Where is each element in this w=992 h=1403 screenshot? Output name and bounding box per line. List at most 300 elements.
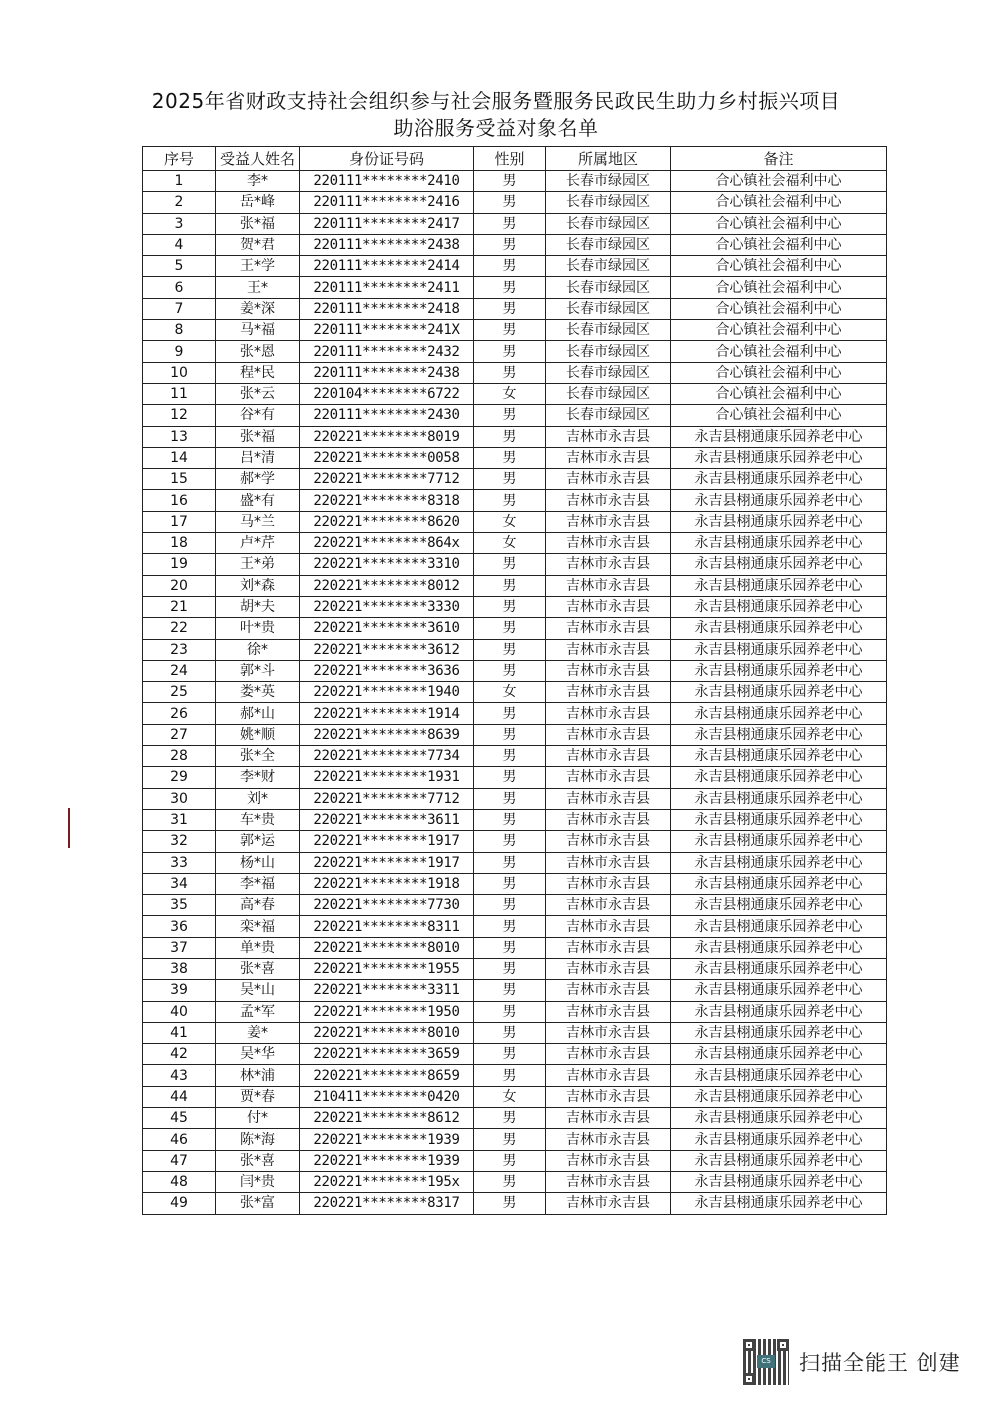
table-body xyxy=(143,171,887,1215)
cell-id-number: 220221********7730 xyxy=(300,895,474,916)
cell-note: 永吉县栩通康乐园养老中心 xyxy=(671,724,887,745)
cell-name: 姜*深 xyxy=(216,298,300,319)
table-row xyxy=(143,490,887,511)
cell-serial-no: 9 xyxy=(143,341,216,362)
cell-gender: 男 xyxy=(474,213,546,234)
cell-note: 永吉县栩通康乐园养老中心 xyxy=(671,426,887,447)
cell-id-number: 220221********1939 xyxy=(300,1129,474,1150)
cell-serial-no: 7 xyxy=(143,298,216,319)
cell-name: 姚*顺 xyxy=(216,724,300,745)
cell-note: 永吉县栩通康乐园养老中心 xyxy=(671,511,887,532)
table-row xyxy=(143,703,887,724)
cell-region: 吉林市永吉县 xyxy=(546,1129,671,1150)
cell-name: 付* xyxy=(216,1108,300,1129)
cell-note: 永吉县栩通康乐园养老中心 xyxy=(671,1129,887,1150)
table-row xyxy=(143,447,887,468)
cell-name: 张*恩 xyxy=(216,341,300,362)
cell-note: 合心镇社会福利中心 xyxy=(671,362,887,383)
cell-gender: 男 xyxy=(474,703,546,724)
table-row xyxy=(143,171,887,192)
cell-region: 长春市绿园区 xyxy=(546,234,671,255)
table-row xyxy=(143,1001,887,1022)
cell-gender: 男 xyxy=(474,895,546,916)
cell-id-number: 220221********3610 xyxy=(300,618,474,639)
cell-id-number: 210411********0420 xyxy=(300,1086,474,1107)
table-row xyxy=(143,1171,887,1192)
cell-note: 永吉县栩通康乐园养老中心 xyxy=(671,1065,887,1086)
cell-name: 叶*贵 xyxy=(216,618,300,639)
cell-name: 陈*海 xyxy=(216,1129,300,1150)
cell-gender: 男 xyxy=(474,341,546,362)
cell-name: 高*春 xyxy=(216,895,300,916)
cell-serial-no: 33 xyxy=(143,852,216,873)
cell-region: 长春市绿园区 xyxy=(546,171,671,192)
cell-region: 吉林市永吉县 xyxy=(546,1193,671,1214)
cell-region: 吉林市永吉县 xyxy=(546,618,671,639)
table-row xyxy=(143,596,887,617)
cell-name: 贺*君 xyxy=(216,234,300,255)
beneficiary-table xyxy=(142,146,887,1215)
cell-note: 永吉县栩通康乐园养老中心 xyxy=(671,682,887,703)
cell-name: 张*福 xyxy=(216,213,300,234)
cell-note: 永吉县栩通康乐园养老中心 xyxy=(671,1108,887,1129)
cell-serial-no: 8 xyxy=(143,320,216,341)
cell-serial-no: 45 xyxy=(143,1108,216,1129)
table-row xyxy=(143,405,887,426)
cell-region: 长春市绿园区 xyxy=(546,192,671,213)
cell-gender: 男 xyxy=(474,469,546,490)
cell-serial-no: 17 xyxy=(143,511,216,532)
cell-gender: 男 xyxy=(474,1065,546,1086)
margin-pen-mark xyxy=(68,808,70,848)
cell-id-number: 220104********6722 xyxy=(300,383,474,404)
cell-gender: 女 xyxy=(474,511,546,532)
cell-name: 张*富 xyxy=(216,1193,300,1214)
cell-name: 栾*福 xyxy=(216,916,300,937)
cell-serial-no: 12 xyxy=(143,405,216,426)
cell-region: 吉林市永吉县 xyxy=(546,703,671,724)
cell-serial-no: 21 xyxy=(143,596,216,617)
cell-name: 张*福 xyxy=(216,426,300,447)
cell-name: 娄*英 xyxy=(216,682,300,703)
cell-serial-no: 27 xyxy=(143,724,216,745)
cell-id-number: 220111********2411 xyxy=(300,277,474,298)
table-row xyxy=(143,639,887,660)
table-row xyxy=(143,511,887,532)
cell-note: 永吉县栩通康乐园养老中心 xyxy=(671,447,887,468)
cell-id-number: 220221********8612 xyxy=(300,1108,474,1129)
cell-name: 郝*山 xyxy=(216,703,300,724)
table-row xyxy=(143,788,887,809)
cell-id-number: 220221********0058 xyxy=(300,447,474,468)
table-row xyxy=(143,937,887,958)
cell-id-number: 220221********8012 xyxy=(300,575,474,596)
cell-note: 永吉县栩通康乐园养老中心 xyxy=(671,852,887,873)
table-row xyxy=(143,192,887,213)
cell-id-number: 220221********8639 xyxy=(300,724,474,745)
cell-region: 吉林市永吉县 xyxy=(546,980,671,1001)
cell-serial-no: 1 xyxy=(143,171,216,192)
document-title-line1: 2025年省财政支持社会组织参与社会服务暨服务民政民生助力乡村振兴项目 xyxy=(151,89,841,113)
cell-region: 长春市绿园区 xyxy=(546,405,671,426)
header-note: 备注 xyxy=(671,147,887,171)
cell-serial-no: 11 xyxy=(143,383,216,404)
cell-gender: 男 xyxy=(474,362,546,383)
cell-gender: 男 xyxy=(474,277,546,298)
table-row xyxy=(143,1150,887,1171)
table-header-row xyxy=(143,147,887,171)
table-row xyxy=(143,1022,887,1043)
cell-serial-no: 6 xyxy=(143,277,216,298)
table-row xyxy=(143,320,887,341)
cell-serial-no: 34 xyxy=(143,873,216,894)
cell-gender: 男 xyxy=(474,1044,546,1065)
cell-id-number: 220111********2414 xyxy=(300,256,474,277)
table-row xyxy=(143,533,887,554)
cell-id-number: 220221********8620 xyxy=(300,511,474,532)
cell-gender: 男 xyxy=(474,426,546,447)
cell-name: 林*浦 xyxy=(216,1065,300,1086)
cell-region: 吉林市永吉县 xyxy=(546,916,671,937)
cell-serial-no: 28 xyxy=(143,746,216,767)
cell-name: 马*兰 xyxy=(216,511,300,532)
cell-name: 盛*有 xyxy=(216,490,300,511)
cell-id-number: 220111********2432 xyxy=(300,341,474,362)
cell-name: 闫*贵 xyxy=(216,1171,300,1192)
cell-name: 杨*山 xyxy=(216,852,300,873)
cell-note: 永吉县栩通康乐园养老中心 xyxy=(671,533,887,554)
cell-region: 吉林市永吉县 xyxy=(546,1171,671,1192)
cell-serial-no: 13 xyxy=(143,426,216,447)
table-row xyxy=(143,234,887,255)
cell-name: 郭*运 xyxy=(216,831,300,852)
cell-gender: 女 xyxy=(474,383,546,404)
header-region: 所属地区 xyxy=(546,147,671,171)
cell-name: 王*弟 xyxy=(216,554,300,575)
cell-id-number: 220221********1931 xyxy=(300,767,474,788)
table-row xyxy=(143,831,887,852)
cell-name: 吴*华 xyxy=(216,1044,300,1065)
cell-serial-no: 43 xyxy=(143,1065,216,1086)
cell-id-number: 220111********2417 xyxy=(300,213,474,234)
cell-serial-no: 26 xyxy=(143,703,216,724)
cell-gender: 男 xyxy=(474,405,546,426)
cell-serial-no: 49 xyxy=(143,1193,216,1214)
cell-name: 郝*学 xyxy=(216,469,300,490)
cell-region: 吉林市永吉县 xyxy=(546,873,671,894)
cell-note: 永吉县栩通康乐园养老中心 xyxy=(671,1001,887,1022)
cell-serial-no: 19 xyxy=(143,554,216,575)
table-row xyxy=(143,980,887,1001)
cell-region: 吉林市永吉县 xyxy=(546,809,671,830)
table-row xyxy=(143,895,887,916)
cell-name: 张*喜 xyxy=(216,958,300,979)
cell-gender: 男 xyxy=(474,639,546,660)
table-row xyxy=(143,852,887,873)
cell-region: 吉林市永吉县 xyxy=(546,1001,671,1022)
cell-id-number: 220221********1950 xyxy=(300,1001,474,1022)
cell-gender: 男 xyxy=(474,746,546,767)
cell-gender: 男 xyxy=(474,831,546,852)
cell-note: 合心镇社会福利中心 xyxy=(671,277,887,298)
cell-serial-no: 20 xyxy=(143,575,216,596)
table-row xyxy=(143,916,887,937)
cell-gender: 女 xyxy=(474,682,546,703)
cell-note: 永吉县栩通康乐园养老中心 xyxy=(671,937,887,958)
table-row xyxy=(143,724,887,745)
cell-id-number: 220221********8318 xyxy=(300,490,474,511)
cell-note: 永吉县栩通康乐园养老中心 xyxy=(671,596,887,617)
cell-gender: 男 xyxy=(474,767,546,788)
cell-serial-no: 25 xyxy=(143,682,216,703)
cell-note: 永吉县栩通康乐园养老中心 xyxy=(671,916,887,937)
cell-id-number: 220221********8019 xyxy=(300,426,474,447)
cell-serial-no: 5 xyxy=(143,256,216,277)
cell-serial-no: 42 xyxy=(143,1044,216,1065)
table-row xyxy=(143,660,887,681)
cell-gender: 男 xyxy=(474,192,546,213)
cell-gender: 男 xyxy=(474,724,546,745)
cell-note: 永吉县栩通康乐园养老中心 xyxy=(671,660,887,681)
cell-name: 姜* xyxy=(216,1022,300,1043)
cell-id-number: 220221********1940 xyxy=(300,682,474,703)
cell-gender: 男 xyxy=(474,596,546,617)
cell-id-number: 220221********1914 xyxy=(300,703,474,724)
cell-region: 吉林市永吉县 xyxy=(546,1065,671,1086)
cell-gender: 男 xyxy=(474,660,546,681)
cell-id-number: 220111********241X xyxy=(300,320,474,341)
cell-gender: 男 xyxy=(474,1193,546,1214)
cell-gender: 男 xyxy=(474,1171,546,1192)
cell-gender: 男 xyxy=(474,916,546,937)
cell-serial-no: 23 xyxy=(143,639,216,660)
cell-name: 孟*军 xyxy=(216,1001,300,1022)
cell-gender: 女 xyxy=(474,1086,546,1107)
cell-serial-no: 35 xyxy=(143,895,216,916)
table-row xyxy=(143,1193,887,1214)
table-row xyxy=(143,298,887,319)
cell-id-number: 220221********1917 xyxy=(300,831,474,852)
cell-gender: 男 xyxy=(474,873,546,894)
cell-note: 永吉县栩通康乐园养老中心 xyxy=(671,469,887,490)
table-row xyxy=(143,746,887,767)
cell-gender: 男 xyxy=(474,447,546,468)
cell-name: 谷*有 xyxy=(216,405,300,426)
cell-region: 吉林市永吉县 xyxy=(546,1086,671,1107)
cell-gender: 男 xyxy=(474,852,546,873)
cell-gender: 男 xyxy=(474,1150,546,1171)
cell-region: 长春市绿园区 xyxy=(546,320,671,341)
cell-name: 张*全 xyxy=(216,746,300,767)
cell-name: 张*云 xyxy=(216,383,300,404)
header-serial-no: 序号 xyxy=(143,147,216,171)
table-row xyxy=(143,383,887,404)
cell-note: 永吉县栩通康乐园养老中心 xyxy=(671,575,887,596)
cell-name: 徐* xyxy=(216,639,300,660)
cell-id-number: 220221********3330 xyxy=(300,596,474,617)
cell-gender: 男 xyxy=(474,298,546,319)
cell-region: 长春市绿园区 xyxy=(546,362,671,383)
cell-gender: 男 xyxy=(474,256,546,277)
cell-note: 永吉县栩通康乐园养老中心 xyxy=(671,809,887,830)
cell-note: 永吉县栩通康乐园养老中心 xyxy=(671,1022,887,1043)
cell-serial-no: 37 xyxy=(143,937,216,958)
cell-region: 吉林市永吉县 xyxy=(546,596,671,617)
cell-note: 合心镇社会福利中心 xyxy=(671,320,887,341)
table-row xyxy=(143,809,887,830)
cell-note: 永吉县栩通康乐园养老中心 xyxy=(671,1150,887,1171)
cell-note: 合心镇社会福利中心 xyxy=(671,213,887,234)
cell-serial-no: 47 xyxy=(143,1150,216,1171)
cell-gender: 男 xyxy=(474,234,546,255)
cell-note: 永吉县栩通康乐园养老中心 xyxy=(671,1193,887,1214)
cell-note: 合心镇社会福利中心 xyxy=(671,405,887,426)
cell-region: 吉林市永吉县 xyxy=(546,490,671,511)
cell-region: 吉林市永吉县 xyxy=(546,958,671,979)
cell-serial-no: 24 xyxy=(143,660,216,681)
scanner-watermark xyxy=(743,1338,961,1386)
cell-id-number: 220221********3612 xyxy=(300,639,474,660)
cell-note: 合心镇社会福利中心 xyxy=(671,171,887,192)
cell-serial-no: 38 xyxy=(143,958,216,979)
watermark-text: 扫描全能王 创建 xyxy=(799,1351,961,1375)
cell-name: 郭*斗 xyxy=(216,660,300,681)
cell-name: 吴*山 xyxy=(216,980,300,1001)
cell-name: 程*民 xyxy=(216,362,300,383)
cell-note: 永吉县栩通康乐园养老中心 xyxy=(671,1044,887,1065)
cell-id-number: 220221********8317 xyxy=(300,1193,474,1214)
cell-serial-no: 46 xyxy=(143,1129,216,1150)
cell-id-number: 220221********1917 xyxy=(300,852,474,873)
cell-id-number: 220221********1955 xyxy=(300,958,474,979)
cell-region: 吉林市永吉县 xyxy=(546,1108,671,1129)
table-row xyxy=(143,873,887,894)
cell-region: 吉林市永吉县 xyxy=(546,831,671,852)
cell-region: 长春市绿园区 xyxy=(546,256,671,277)
cell-name: 胡*夫 xyxy=(216,596,300,617)
cell-serial-no: 32 xyxy=(143,831,216,852)
cell-note: 永吉县栩通康乐园养老中心 xyxy=(671,618,887,639)
cell-region: 吉林市永吉县 xyxy=(546,1022,671,1043)
cell-name: 马*福 xyxy=(216,320,300,341)
cell-note: 合心镇社会福利中心 xyxy=(671,383,887,404)
cell-gender: 男 xyxy=(474,554,546,575)
cell-id-number: 220221********3311 xyxy=(300,980,474,1001)
cell-gender: 男 xyxy=(474,1108,546,1129)
cell-note: 永吉县栩通康乐园养老中心 xyxy=(671,958,887,979)
cell-gender: 男 xyxy=(474,490,546,511)
cell-note: 合心镇社会福利中心 xyxy=(671,341,887,362)
cell-name: 贾*春 xyxy=(216,1086,300,1107)
cell-region: 吉林市永吉县 xyxy=(546,767,671,788)
cell-region: 吉林市永吉县 xyxy=(546,469,671,490)
cell-gender: 男 xyxy=(474,618,546,639)
cell-name: 吕*清 xyxy=(216,447,300,468)
cell-region: 吉林市永吉县 xyxy=(546,1150,671,1171)
cell-serial-no: 31 xyxy=(143,809,216,830)
cell-serial-no: 2 xyxy=(143,192,216,213)
table-row xyxy=(143,277,887,298)
cell-gender: 男 xyxy=(474,1001,546,1022)
header-name: 受益人姓名 xyxy=(216,147,300,171)
cell-id-number: 220111********2430 xyxy=(300,405,474,426)
table-row xyxy=(143,1129,887,1150)
cell-id-number: 220111********2416 xyxy=(300,192,474,213)
cell-gender: 女 xyxy=(474,533,546,554)
cell-id-number: 220221********3310 xyxy=(300,554,474,575)
cell-id-number: 220221********7734 xyxy=(300,746,474,767)
cell-region: 长春市绿园区 xyxy=(546,298,671,319)
cell-region: 吉林市永吉县 xyxy=(546,447,671,468)
cell-region: 吉林市永吉县 xyxy=(546,682,671,703)
cell-name: 李*财 xyxy=(216,767,300,788)
cell-name: 岳*峰 xyxy=(216,192,300,213)
cell-region: 吉林市永吉县 xyxy=(546,575,671,596)
cell-note: 永吉县栩通康乐园养老中心 xyxy=(671,895,887,916)
cell-gender: 男 xyxy=(474,1022,546,1043)
cell-region: 吉林市永吉县 xyxy=(546,724,671,745)
cell-note: 永吉县栩通康乐园养老中心 xyxy=(671,767,887,788)
cell-region: 长春市绿园区 xyxy=(546,341,671,362)
cell-name: 李*福 xyxy=(216,873,300,894)
cell-region: 吉林市永吉县 xyxy=(546,937,671,958)
table-row xyxy=(143,362,887,383)
cell-note: 永吉县栩通康乐园养老中心 xyxy=(671,980,887,1001)
cell-id-number: 220221********8010 xyxy=(300,1022,474,1043)
cell-id-number: 220221********7712 xyxy=(300,788,474,809)
cell-region: 吉林市永吉县 xyxy=(546,533,671,554)
cell-gender: 男 xyxy=(474,958,546,979)
cell-gender: 男 xyxy=(474,1129,546,1150)
cell-id-number: 220221********1939 xyxy=(300,1150,474,1171)
cell-note: 永吉县栩通康乐园养老中心 xyxy=(671,703,887,724)
cell-note: 合心镇社会福利中心 xyxy=(671,298,887,319)
cell-region: 吉林市永吉县 xyxy=(546,639,671,660)
cell-id-number: 220221********8010 xyxy=(300,937,474,958)
cell-serial-no: 44 xyxy=(143,1086,216,1107)
cell-note: 永吉县栩通康乐园养老中心 xyxy=(671,788,887,809)
cell-id-number: 220221********864x xyxy=(300,533,474,554)
cell-id-number: 220221********1918 xyxy=(300,873,474,894)
cell-note: 永吉县栩通康乐园养老中心 xyxy=(671,639,887,660)
table-row xyxy=(143,341,887,362)
cell-gender: 男 xyxy=(474,575,546,596)
document-title-line2: 助浴服务受益对象名单 xyxy=(393,116,599,140)
cell-id-number: 220221********3636 xyxy=(300,660,474,681)
cell-name: 卢*芹 xyxy=(216,533,300,554)
cell-note: 永吉县栩通康乐园养老中心 xyxy=(671,831,887,852)
table-row xyxy=(143,213,887,234)
cell-id-number: 220221********195x xyxy=(300,1171,474,1192)
cell-serial-no: 16 xyxy=(143,490,216,511)
header-gender: 性别 xyxy=(474,147,546,171)
cell-id-number: 220111********2410 xyxy=(300,171,474,192)
cell-region: 吉林市永吉县 xyxy=(546,426,671,447)
cell-note: 合心镇社会福利中心 xyxy=(671,192,887,213)
qr-code-icon xyxy=(743,1339,789,1385)
cell-region: 长春市绿园区 xyxy=(546,213,671,234)
cell-note: 永吉县栩通康乐园养老中心 xyxy=(671,746,887,767)
cell-id-number: 220111********2418 xyxy=(300,298,474,319)
cell-name: 张*喜 xyxy=(216,1150,300,1171)
header-id-number: 身份证号码 xyxy=(300,147,474,171)
cell-serial-no: 29 xyxy=(143,767,216,788)
cell-name: 王* xyxy=(216,277,300,298)
cell-serial-no: 41 xyxy=(143,1022,216,1043)
table-row xyxy=(143,426,887,447)
table-row xyxy=(143,618,887,639)
table-row xyxy=(143,1065,887,1086)
